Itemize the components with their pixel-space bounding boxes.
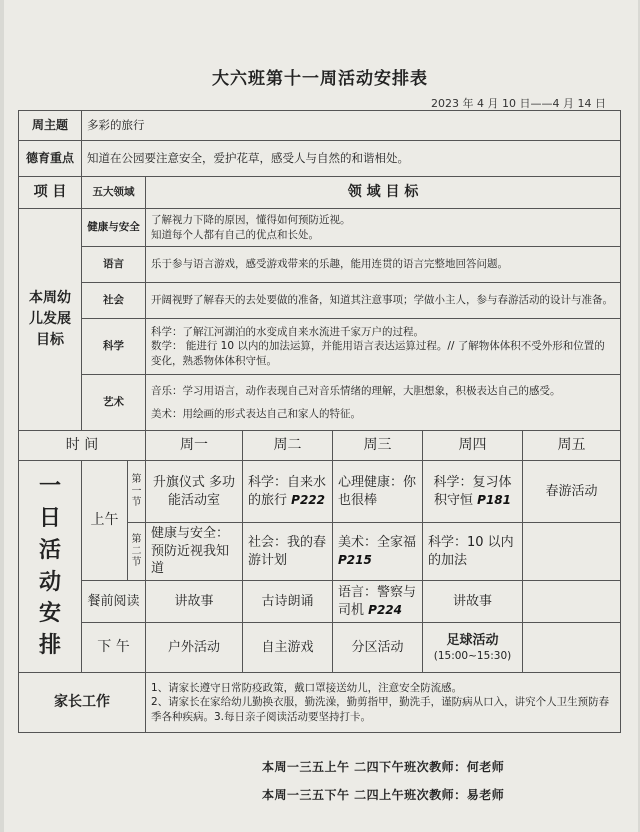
day-header: 周三 bbox=[333, 431, 423, 461]
domain-row-art bbox=[19, 375, 621, 431]
activity-cell: 科学：自来水的旅行 P222 bbox=[243, 461, 333, 523]
schedule-row-morning-1 bbox=[19, 461, 621, 523]
side-label-text: 一日活动安排 bbox=[38, 473, 61, 659]
goals-header-row bbox=[19, 177, 621, 209]
domain-name: 语言 bbox=[82, 247, 146, 283]
domain-target-header: 领 域 目 标 bbox=[146, 177, 621, 209]
page-note: P222 bbox=[291, 492, 325, 507]
domain-row-language bbox=[19, 247, 621, 283]
activity-cell-empty bbox=[523, 523, 621, 581]
schedule-table bbox=[18, 110, 621, 733]
morning-label: 上午 bbox=[82, 461, 128, 581]
domain-row-health bbox=[19, 209, 621, 247]
activity-cell: 升旗仪式 多功能活动室 bbox=[146, 461, 243, 523]
domain-goal: 音乐：学习用语言，动作表现自己对音乐情绪的理解，大胆想象，积极表达自己的感受。 美术：用绘画的形式表达自己和家人的特征。 bbox=[146, 375, 621, 431]
moral-label: 德育重点 bbox=[19, 141, 82, 177]
parents-text: 1、请家长遵守日常防疫政策，戴口罩接送幼儿，注意安全防流感。 2、请家长在家给幼儿勤换衣服，勤洗澡，勤剪指甲，勤洗手，谨防病从口入，讲究个人卫生预防春季各种疾病。3.每日亲子阅读活动要坚持打卡。 bbox=[146, 673, 621, 733]
schedule-row-afternoon bbox=[19, 623, 621, 673]
domain-goal: 了解视力下降的原因，懂得如何预防近视。 知道每个人都有自己的优点和长处。 bbox=[146, 209, 621, 247]
parents-label: 家长工作 bbox=[19, 673, 146, 733]
domain-row-science bbox=[19, 319, 621, 375]
activity-cell: 讲故事 bbox=[423, 581, 523, 623]
activity-cell: 健康与安全：预防近视我知道 bbox=[146, 523, 243, 581]
page-note: P181 bbox=[477, 492, 511, 507]
page-title: 大六班第十一周活动安排表 bbox=[212, 69, 428, 89]
moral-row bbox=[19, 141, 621, 177]
afternoon-label: 下 午 bbox=[82, 623, 146, 673]
date-range: 2023 年 4 月 10 日——4 月 14 日 bbox=[431, 97, 606, 110]
section-label: 第一节 bbox=[128, 461, 146, 523]
domain-name: 科学 bbox=[82, 319, 146, 375]
activity-cell: 分区活动 bbox=[333, 623, 423, 673]
goals-label: 本周幼儿发展目标 bbox=[19, 209, 82, 431]
activity-cell: 社会：我的春游计划 bbox=[243, 523, 333, 581]
time-label: 时 间 bbox=[19, 431, 146, 461]
activity-cell: 语言：警察与司机 P224 bbox=[333, 581, 423, 623]
domain-name: 健康与安全 bbox=[82, 209, 146, 247]
schedule-row-reading bbox=[19, 581, 621, 623]
activity-cell: 古诗朗诵 bbox=[243, 581, 333, 623]
day-header: 周一 bbox=[146, 431, 243, 461]
activity-cell: 自主游戏 bbox=[243, 623, 333, 673]
activity-cell: 户外活动 bbox=[146, 623, 243, 673]
parents-row bbox=[19, 673, 621, 733]
domain-name: 艺术 bbox=[82, 375, 146, 431]
day-header: 周五 bbox=[523, 431, 621, 461]
footer-teacher-2: 本周一三五下午 二四上午班次教师：易老师 bbox=[262, 788, 505, 802]
activity-cell: 心理健康：你也很棒 bbox=[333, 461, 423, 523]
activity-cell: 科学：10 以内的加法 bbox=[423, 523, 523, 581]
activity-cell-empty bbox=[523, 623, 621, 673]
section-label: 第二节 bbox=[128, 523, 146, 581]
domain-name: 社会 bbox=[82, 283, 146, 319]
domain-goal: 乐于参与语言游戏，感受游戏带来的乐趣，能用连贯的语言完整地回答问题。 bbox=[146, 247, 621, 283]
domain-goal: 开阔视野了解春天的去处要做的准备，知道其注意事项；学做小主人，参与春游活动的设计与准备。 bbox=[146, 283, 621, 319]
theme-value: 多彩的旅行 bbox=[82, 111, 621, 141]
activity-cell: 讲故事 bbox=[146, 581, 243, 623]
domain-goal: 科学：了解江河湖泊的水变成自来水流进千家万户的过程。 数学： 能进行 10 以内的加法运算，并能用语言表达运算过程。// 了解物体体积不受外形和位置的变化，熟悉物体体积守恒。 bbox=[146, 319, 621, 375]
reading-label: 餐前阅读 bbox=[82, 581, 146, 623]
side-label bbox=[19, 461, 82, 673]
activity-cell: 足球活动 (15:00~15:30) bbox=[423, 623, 523, 673]
theme-row bbox=[19, 111, 621, 141]
page-note: P215 bbox=[338, 552, 372, 567]
moral-value: 知道在公园要注意安全，爱护花草，感受人与自然的和谐相处。 bbox=[82, 141, 621, 177]
footer-teacher-1: 本周一三五上午 二四下午班次教师：何老师 bbox=[262, 760, 505, 774]
domain-row-society bbox=[19, 283, 621, 319]
activity-cell: 美术：全家福 P215 bbox=[333, 523, 423, 581]
item-header: 项 目 bbox=[19, 177, 82, 209]
day-header: 周四 bbox=[423, 431, 523, 461]
five-domains-header: 五大领域 bbox=[82, 177, 146, 209]
activity-cell: 春游活动 bbox=[523, 461, 621, 523]
activity-cell: 科学：复习体积守恒 P181 bbox=[423, 461, 523, 523]
activity-cell-empty bbox=[523, 581, 621, 623]
theme-label: 周主题 bbox=[19, 111, 82, 141]
time-header-row bbox=[19, 431, 621, 461]
page-note: P224 bbox=[368, 602, 402, 617]
day-header: 周二 bbox=[243, 431, 333, 461]
